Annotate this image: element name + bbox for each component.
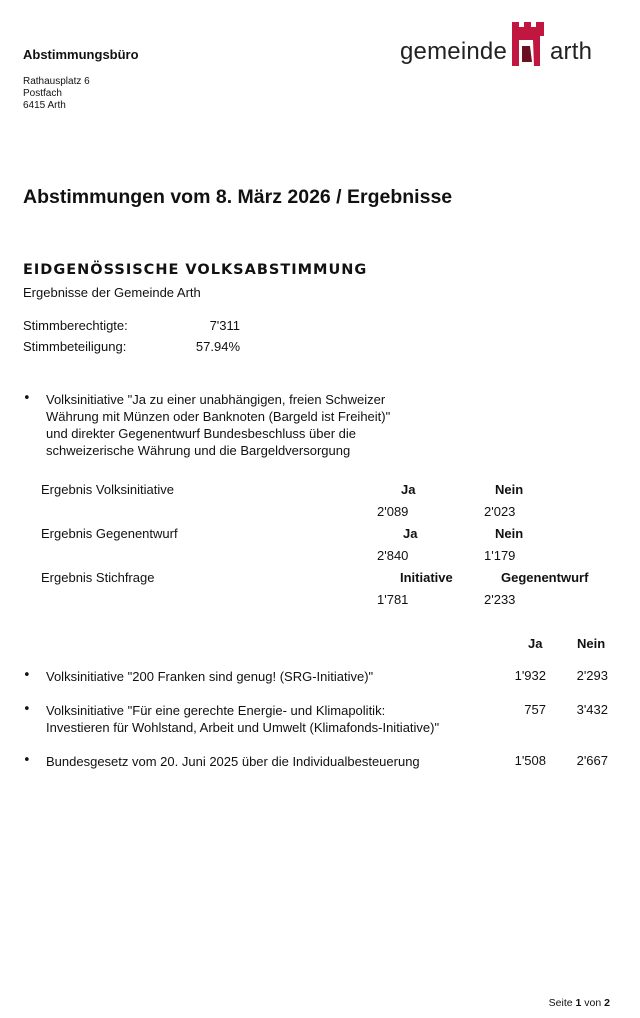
result-label-stichfrage: Ergebnis Stichfrage (41, 570, 155, 585)
item-text-line: Volksinitiative "200 Franken sind genug! (SRG-Initiative)" (46, 669, 374, 684)
item-text-line: Währung mit Münzen oder Banknoten (Bargeld ist Freiheit)" (46, 409, 391, 424)
stat-label-eligible: Stimmberechtigte: (23, 318, 128, 333)
logo-text-gemeinde: gemeinde (400, 38, 508, 65)
section-title: EIDGENÖSSISCHE VOLKSABSTIMMUNG (23, 262, 368, 278)
bullet: • (23, 753, 31, 768)
item-text-line: Bundesgesetz vom 20. Juni 2025 über die Individualbesteuerung (46, 754, 420, 769)
result-value-ja: 2'089 (377, 504, 409, 519)
result-header-nein: Nein (495, 526, 524, 541)
result-value-gegenentwurf: 2'233 (484, 592, 516, 607)
bullet: • (23, 702, 31, 717)
item-value-ja: 757 (524, 702, 546, 717)
item-text-line: und direkter Gegenentwurf Bundesbeschluss über die (46, 426, 357, 441)
page-prefix: Seite (548, 997, 573, 1009)
result-header-ja: Ja (401, 482, 416, 497)
result-header-nein: Nein (495, 482, 524, 497)
stat-value-turnout: 57.94% (195, 339, 240, 354)
item-text-line: Investieren für Wohlstand, Arbeit und Umwelt (Klimafonds-Initiative)" (46, 720, 440, 735)
page-number (549, 997, 610, 1009)
item-value-ja: 1'932 (514, 668, 546, 683)
item-value-nein: 2'667 (576, 753, 608, 768)
page-title: Abstimmungen vom 8. März 2026 / Ergebnisse (23, 186, 453, 208)
office-name: Abstimmungsbüro (23, 47, 139, 62)
stat-label-turnout: Stimmbeteiligung: (23, 339, 127, 354)
address-postbox: Postfach (23, 88, 62, 99)
column-header-nein: Nein (577, 636, 606, 651)
result-label-volksinitiative: Ergebnis Volksinitiative (41, 482, 174, 497)
item-text-line: Volksinitiative "Ja zu einer unabhängigen, freien Schweizer (46, 392, 386, 407)
item-text-line: schweizerische Währung und die Bargeldversorgung (46, 443, 351, 458)
item-value-ja: 1'508 (514, 753, 546, 768)
logo-text-arth: arth (550, 38, 593, 65)
result-value-nein: 2'023 (484, 504, 516, 519)
result-header-ja: Ja (403, 526, 418, 541)
column-header-ja: Ja (528, 636, 543, 651)
result-value-nein: 1'179 (484, 548, 516, 563)
result-header-initiative: Initiative (400, 570, 453, 585)
result-label-gegenentwurf: Ergebnis Gegenentwurf (41, 526, 178, 541)
current-page: 1 (575, 997, 582, 1009)
total-pages: 2 (604, 997, 610, 1009)
item-value-nein: 3'432 (576, 702, 608, 717)
section-subtitle: Ergebnisse der Gemeinde Arth (23, 285, 201, 300)
stat-value-eligible: 7'311 (209, 318, 240, 333)
address-street: Rathausplatz 6 (23, 76, 90, 87)
result-value-initiative: 1'781 (377, 592, 409, 607)
result-value-ja: 2'840 (377, 548, 409, 563)
item-text-line: Volksinitiative "Für eine gerechte Energie- und Klimapolitik: (46, 703, 386, 718)
bullet: • (23, 668, 31, 683)
result-header-gegenentwurf: Gegenentwurf (501, 570, 589, 585)
gemeinde-arth-logo (400, 20, 600, 72)
item-value-nein: 2'293 (576, 668, 608, 683)
tower-icon (510, 22, 546, 68)
address-city: 6415 Arth (23, 100, 66, 111)
page-middle: von (584, 997, 602, 1009)
bullet: • (23, 391, 31, 406)
